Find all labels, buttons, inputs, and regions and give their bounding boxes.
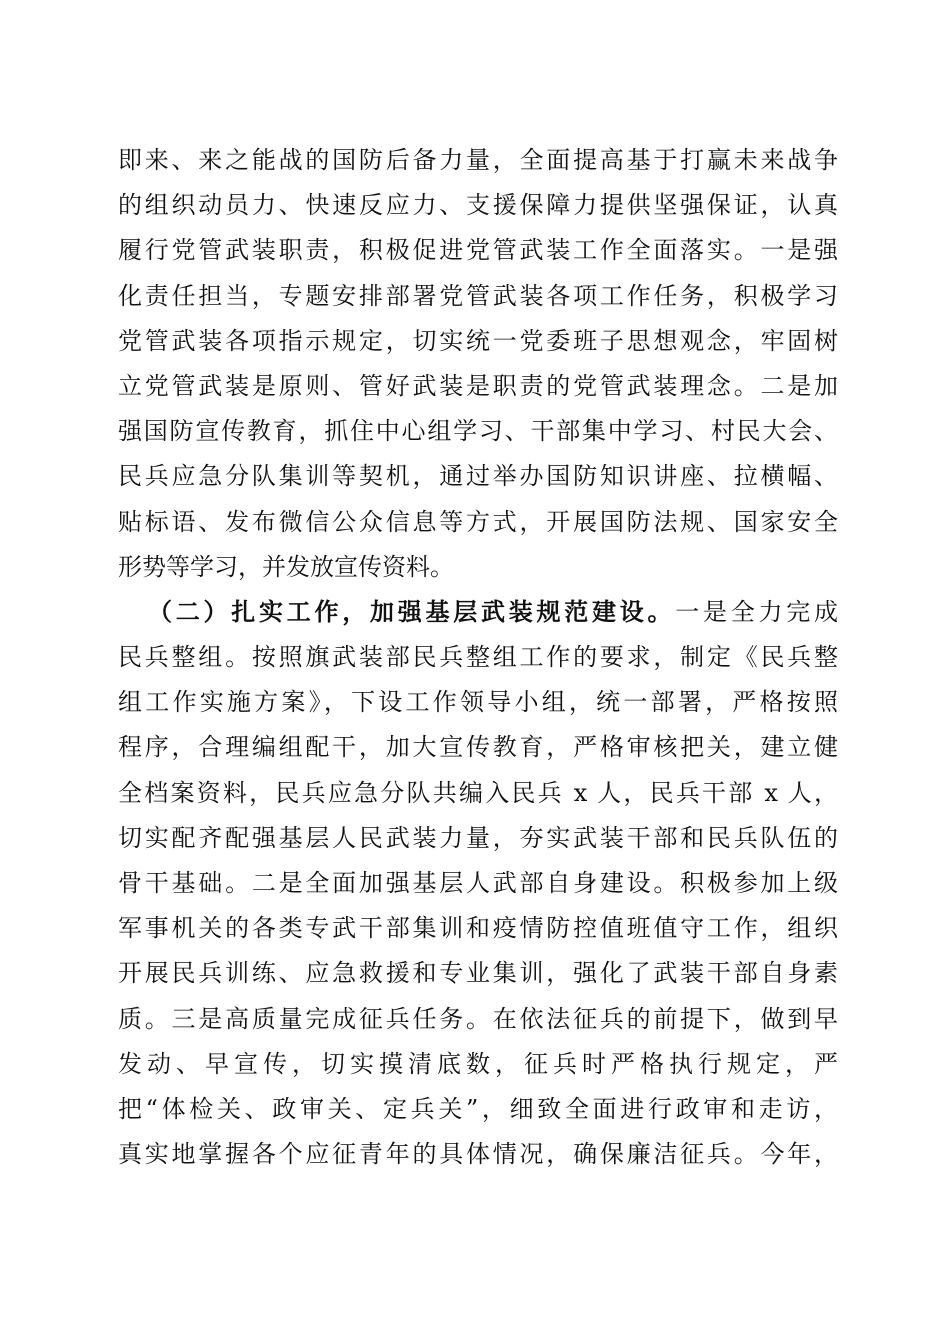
- text-line: 民兵应急分队集训等契机，通过举办国防知识讲座、拉横幅、: [118, 462, 838, 491]
- text-line: 全档案资料，民兵应急分队共编入民兵 x 人，民兵干部 x 人，: [118, 778, 838, 807]
- text-line: 组工作实施方案》，下设工作领导小组，统一部署，严格按照: [118, 688, 838, 717]
- text-line: 党管武装各项指示规定，切实统一党委班子思想观念，牢固树: [118, 326, 838, 355]
- text-line: 把“体检关、政审关、定兵关”，细致全面进行政审和走访，: [118, 1094, 838, 1123]
- text-line: 发动、早宣传，切实摸清底数，征兵时严格执行规定，严: [118, 1049, 838, 1078]
- text-line: 真实地掌握各个应征青年的具体情况，确保廉洁征兵。今年，: [118, 1140, 838, 1169]
- text-line: 骨干基础。二是全面加强基层人武部自身建设。积极参加上级: [118, 869, 838, 897]
- text-line: 的组织动员力、快速反应力、支援保障力提供坚强保证，认真: [118, 191, 838, 220]
- text-line: 质。三是高质量完成征兵任务。在依法征兵的前提下，做到早: [118, 1004, 838, 1033]
- text-line: 程序，合理编组配干，加大宣传教育，严格审核把关，建立健: [118, 733, 838, 762]
- first-line-rest: 一是全力完成: [675, 597, 838, 626]
- paragraph-grassroots-armed-forces: [118, 590, 838, 1177]
- text-line: 化责任担当，专题安排部署党管武装各项工作任务，积极学习: [118, 281, 838, 310]
- text-line: 立党管武装是原则、管好武装是职责的党管武装理念。二是加: [118, 371, 838, 400]
- text-line: 开展民兵训练、应急救援和专业集训，强化了武装干部自身素: [118, 959, 838, 988]
- paragraph-first-line: [118, 590, 838, 635]
- text-line: 军事机关的各类专武干部集训和疫情防控值班值守工作，组织: [118, 914, 838, 943]
- text-line: 切实配齐配强基层人民武装力量，夯实武装干部和民兵队伍的: [118, 823, 838, 852]
- section-heading: （二）扎实工作，加强基层武装规范建设。: [148, 597, 676, 626]
- text-line: 即来、来之能战的国防后备力量，全面提高基于打赢未来战争: [118, 146, 838, 174]
- body-text: [118, 138, 838, 1177]
- text-line: 民兵整组。按照旗武装部民兵整组工作的要求，制定《民兵整: [118, 643, 838, 672]
- text-line: 履行党管武装职责，积极促进党管武装工作全面落实。一是强: [118, 236, 838, 265]
- paragraph-national-defense: [118, 138, 838, 590]
- text-line: 强国防宣传教育，抓住中心组学习、干部集中学习、村民大会、: [118, 417, 838, 446]
- text-line: 贴标语、发布微信公众信息等方式，开展国防法规、国家安全: [118, 507, 838, 536]
- text-line: 形势等学习，并发放宣传资料。: [118, 552, 454, 581]
